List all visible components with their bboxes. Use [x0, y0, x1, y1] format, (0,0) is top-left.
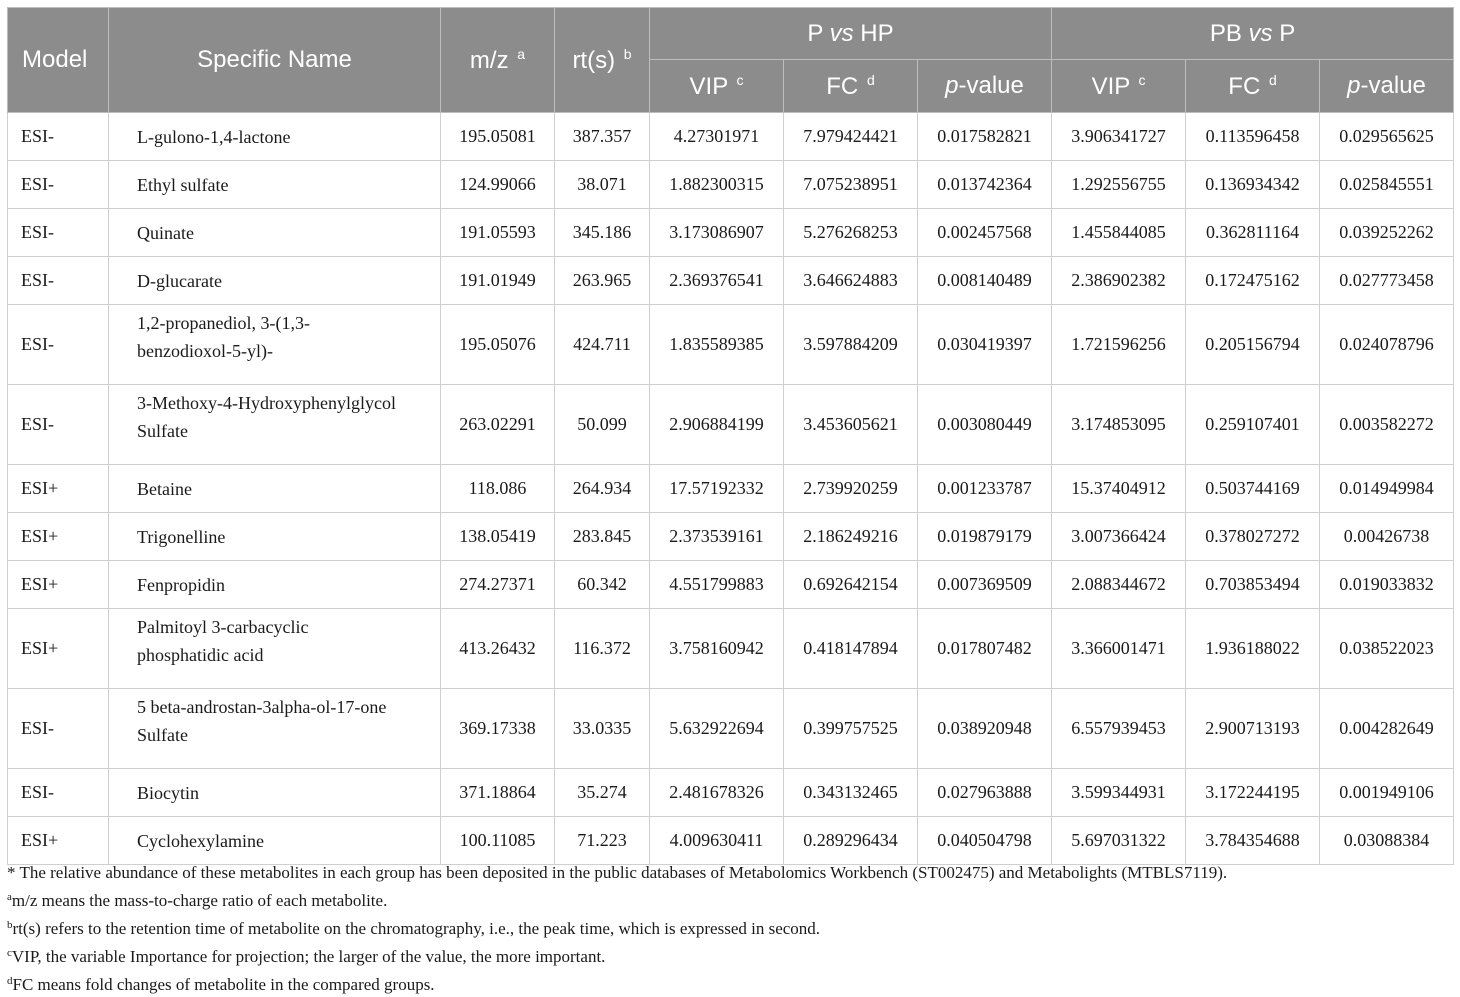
model-cell: ESI-: [8, 305, 109, 385]
pvalue-p-vs-hp-cell: 0.003080449: [918, 385, 1052, 465]
fc-p-vs-hp-cell: 3.646624883: [784, 257, 918, 305]
mz-cell: 191.01949: [441, 257, 555, 305]
fc-p-vs-hp-cell: 3.597884209: [784, 305, 918, 385]
pvalue-pb-vs-p-cell: 0.00426738: [1320, 513, 1454, 561]
fc-p-vs-hp-cell: 0.289296434: [784, 817, 918, 865]
pvalue-p-vs-hp-cell: 0.030419397: [918, 305, 1052, 385]
mz-cell: 191.05593: [441, 209, 555, 257]
model-cell: ESI+: [8, 561, 109, 609]
rt-cell: 71.223: [555, 817, 650, 865]
name-cell: Trigonelline: [109, 513, 441, 561]
vip-p-vs-hp-cell: 1.835589385: [650, 305, 784, 385]
name-cell: Quinate: [109, 209, 441, 257]
rt-cell: 387.357: [555, 113, 650, 161]
pvalue-pb-vs-p-cell: 0.03088384: [1320, 817, 1454, 865]
pvalue-pb-vs-p-cell: 0.004282649: [1320, 689, 1454, 769]
mz-cell: 195.05076: [441, 305, 555, 385]
fc-pb-vs-p-cell: 3.784354688: [1186, 817, 1320, 865]
rt-cell: 116.372: [555, 609, 650, 689]
pvalue-p-vs-hp-cell: 0.027963888: [918, 769, 1052, 817]
model-cell: ESI+: [8, 513, 109, 561]
fc-p-vs-hp-cell: 0.418147894: [784, 609, 918, 689]
vip-pb-vs-p-cell: 3.366001471: [1052, 609, 1186, 689]
name-cell: Fenpropidin: [109, 561, 441, 609]
model-cell: ESI+: [8, 465, 109, 513]
pvalue-pb-vs-p-cell: 0.039252262: [1320, 209, 1454, 257]
table-row: [8, 689, 1454, 769]
vip-p-vs-hp-cell: 4.27301971: [650, 113, 784, 161]
rt-cell: 33.0335: [555, 689, 650, 769]
table-row: [8, 769, 1454, 817]
pvalue-p-vs-hp-cell: 0.017807482: [918, 609, 1052, 689]
name-cell: L-gulono-1,4-lactone: [109, 113, 441, 161]
pvalue-pb-vs-p-cell: 0.014949984: [1320, 465, 1454, 513]
vip-pb-vs-p-cell: 5.697031322: [1052, 817, 1186, 865]
fc-p-vs-hp-cell: 0.343132465: [784, 769, 918, 817]
rt-cell: 60.342: [555, 561, 650, 609]
table-row: [8, 257, 1454, 305]
fc-p-vs-hp-cell: 7.075238951: [784, 161, 918, 209]
name-cell: D-glucarate: [109, 257, 441, 305]
vip-pb-vs-p-cell: 2.386902382: [1052, 257, 1186, 305]
pvalue-p-vs-hp-cell: 0.038920948: [918, 689, 1052, 769]
fc-p-vs-hp-cell: 0.692642154: [784, 561, 918, 609]
fc-pb-vs-p-cell: 1.936188022: [1186, 609, 1320, 689]
rt-cell: 424.711: [555, 305, 650, 385]
table-body: [8, 113, 1454, 865]
mz-cell: 138.05419: [441, 513, 555, 561]
pvalue-pb-vs-p-cell: 0.029565625: [1320, 113, 1454, 161]
footnote: * The relative abundance of these metabolites in each group has been deposited in the public databases of Metabolomics Workbench (ST002475) and Metabolights (MTBLS7119).: [7, 863, 1228, 882]
fc-pb-vs-p-cell: 0.113596458: [1186, 113, 1320, 161]
rt-cell: 50.099: [555, 385, 650, 465]
fc-pb-vs-p-cell: 0.362811164: [1186, 209, 1320, 257]
fc-pb-vs-p-cell: 2.900713193: [1186, 689, 1320, 769]
model-cell: ESI-: [8, 257, 109, 305]
name-cell: Cyclohexylamine: [109, 817, 441, 865]
vip-p-vs-hp-cell: 4.551799883: [650, 561, 784, 609]
pvalue-pb-vs-p-cell: 0.038522023: [1320, 609, 1454, 689]
vip-pb-vs-p-cell: 1.721596256: [1052, 305, 1186, 385]
footnotes: [7, 860, 1452, 997]
fc-pb-vs-p-cell: 0.378027272: [1186, 513, 1320, 561]
mz-cell: 274.27371: [441, 561, 555, 609]
mz-cell: 263.02291: [441, 385, 555, 465]
fc-pb-vs-p-cell: 0.205156794: [1186, 305, 1320, 385]
metabolite-table: [7, 7, 1454, 865]
vip-p-vs-hp-cell: 2.481678326: [650, 769, 784, 817]
pvalue-p-vs-hp-cell: 0.017582821: [918, 113, 1052, 161]
fc-pb-vs-p-cell: 3.172244195: [1186, 769, 1320, 817]
mz-cell: 195.05081: [441, 113, 555, 161]
header-mz: m/z $^a$: [441, 8, 555, 113]
pvalue-p-vs-hp-cell: 0.013742364: [918, 161, 1052, 209]
vip-p-vs-hp-cell: 17.57192332: [650, 465, 784, 513]
table-header: [8, 8, 1454, 113]
model-cell: ESI-: [8, 113, 109, 161]
name-cell: 3-Methoxy-4-Hydroxyphenylglycol Sulfate: [109, 385, 441, 465]
vip-pb-vs-p-cell: 3.906341727: [1052, 113, 1186, 161]
rt-cell: 345.186: [555, 209, 650, 257]
vip-pb-vs-p-cell: 1.292556755: [1052, 161, 1186, 209]
mz-cell: 371.18864: [441, 769, 555, 817]
model-cell: ESI-: [8, 769, 109, 817]
name-cell: Betaine: [109, 465, 441, 513]
fc-pb-vs-p-cell: 0.136934342: [1186, 161, 1320, 209]
table-row: [8, 385, 1454, 465]
pvalue-p-vs-hp-cell: 0.001233787: [918, 465, 1052, 513]
table-row: [8, 209, 1454, 257]
footnote: $^a$m/z means the mass-to-charge ratio of each metabolite.: [7, 891, 388, 910]
footnote: $^c$VIP, the variable Importance for projection; the larger of the value, the more important.: [7, 947, 606, 966]
name-cell: Palmitoyl 3-carbacyclic phosphatidic acid: [109, 609, 441, 689]
table-row: [8, 113, 1454, 161]
fc-pb-vs-p-cell: 0.703853494: [1186, 561, 1320, 609]
table-row: [8, 817, 1454, 865]
rt-cell: 283.845: [555, 513, 650, 561]
name-cell: Biocytin: [109, 769, 441, 817]
header-vip-1: VIP $^c$: [650, 60, 784, 113]
name-cell: 1,2-propanediol, 3-(1,3- benzodioxol-5-yl)-: [109, 305, 441, 385]
fc-p-vs-hp-cell: 3.453605621: [784, 385, 918, 465]
fc-p-vs-hp-cell: 7.979424421: [784, 113, 918, 161]
vip-p-vs-hp-cell: 1.882300315: [650, 161, 784, 209]
model-cell: ESI-: [8, 209, 109, 257]
vip-p-vs-hp-cell: 2.369376541: [650, 257, 784, 305]
header-fc-2: FC $^d$: [1186, 60, 1320, 113]
table-row: [8, 161, 1454, 209]
fc-p-vs-hp-cell: 0.399757525: [784, 689, 918, 769]
header-group-pb-vs-p: PB vs P: [1052, 8, 1454, 60]
pvalue-pb-vs-p-cell: 0.019033832: [1320, 561, 1454, 609]
model-cell: ESI-: [8, 161, 109, 209]
header-model: Model: [8, 8, 109, 113]
table-row: [8, 305, 1454, 385]
mz-cell: 124.99066: [441, 161, 555, 209]
pvalue-pb-vs-p-cell: 0.003582272: [1320, 385, 1454, 465]
rt-cell: 35.274: [555, 769, 650, 817]
vip-p-vs-hp-cell: 5.632922694: [650, 689, 784, 769]
mz-cell: 413.26432: [441, 609, 555, 689]
mz-cell: 369.17338: [441, 689, 555, 769]
vip-pb-vs-p-cell: 3.007366424: [1052, 513, 1186, 561]
fc-pb-vs-p-cell: 0.503744169: [1186, 465, 1320, 513]
fc-p-vs-hp-cell: 2.186249216: [784, 513, 918, 561]
pvalue-p-vs-hp-cell: 0.008140489: [918, 257, 1052, 305]
vip-pb-vs-p-cell: 3.174853095: [1052, 385, 1186, 465]
pvalue-p-vs-hp-cell: 0.007369509: [918, 561, 1052, 609]
mz-cell: 100.11085: [441, 817, 555, 865]
vip-pb-vs-p-cell: 3.599344931: [1052, 769, 1186, 817]
header-pvalue-1: p-value: [918, 60, 1052, 113]
footnote: $^b$rt(s) refers to the retention time of metabolite on the chromatography, i.e., the peak time, which is expressed in second.: [7, 919, 821, 938]
name-cell: Ethyl sulfate: [109, 161, 441, 209]
vip-p-vs-hp-cell: 4.009630411: [650, 817, 784, 865]
vip-p-vs-hp-cell: 3.758160942: [650, 609, 784, 689]
vip-p-vs-hp-cell: 2.906884199: [650, 385, 784, 465]
pvalue-pb-vs-p-cell: 0.027773458: [1320, 257, 1454, 305]
pvalue-pb-vs-p-cell: 0.001949106: [1320, 769, 1454, 817]
fc-p-vs-hp-cell: 2.739920259: [784, 465, 918, 513]
fc-pb-vs-p-cell: 0.259107401: [1186, 385, 1320, 465]
header-rt: rt(s) $^b$: [555, 8, 650, 113]
rt-cell: 264.934: [555, 465, 650, 513]
header-fc-1: FC $^d$: [784, 60, 918, 113]
pvalue-p-vs-hp-cell: 0.002457568: [918, 209, 1052, 257]
pvalue-p-vs-hp-cell: 0.019879179: [918, 513, 1052, 561]
pvalue-pb-vs-p-cell: 0.024078796: [1320, 305, 1454, 385]
model-cell: ESI-: [8, 689, 109, 769]
table-row: [8, 609, 1454, 689]
header-vip-2: VIP $^c$: [1052, 60, 1186, 113]
pvalue-pb-vs-p-cell: 0.025845551: [1320, 161, 1454, 209]
table-row: [8, 561, 1454, 609]
vip-pb-vs-p-cell: 1.455844085: [1052, 209, 1186, 257]
vip-pb-vs-p-cell: 2.088344672: [1052, 561, 1186, 609]
table-row: [8, 513, 1454, 561]
model-cell: ESI+: [8, 817, 109, 865]
vip-p-vs-hp-cell: 3.173086907: [650, 209, 784, 257]
mz-cell: 118.086: [441, 465, 555, 513]
vip-p-vs-hp-cell: 2.373539161: [650, 513, 784, 561]
name-cell: 5 beta-androstan-3alpha-ol-17-one Sulfate: [109, 689, 441, 769]
header-group-p-vs-hp: P vs HP: [650, 8, 1052, 60]
model-cell: ESI-: [8, 385, 109, 465]
model-cell: ESI+: [8, 609, 109, 689]
fc-p-vs-hp-cell: 5.276268253: [784, 209, 918, 257]
pvalue-p-vs-hp-cell: 0.040504798: [918, 817, 1052, 865]
table-row: [8, 465, 1454, 513]
header-specific-name: Specific Name: [109, 8, 441, 113]
rt-cell: 38.071: [555, 161, 650, 209]
rt-cell: 263.965: [555, 257, 650, 305]
fc-pb-vs-p-cell: 0.172475162: [1186, 257, 1320, 305]
header-pvalue-2: p-value: [1320, 60, 1454, 113]
vip-pb-vs-p-cell: 15.37404912: [1052, 465, 1186, 513]
footnote: $^d$FC means fold changes of metabolite in the compared groups.: [7, 975, 435, 994]
vip-pb-vs-p-cell: 6.557939453: [1052, 689, 1186, 769]
